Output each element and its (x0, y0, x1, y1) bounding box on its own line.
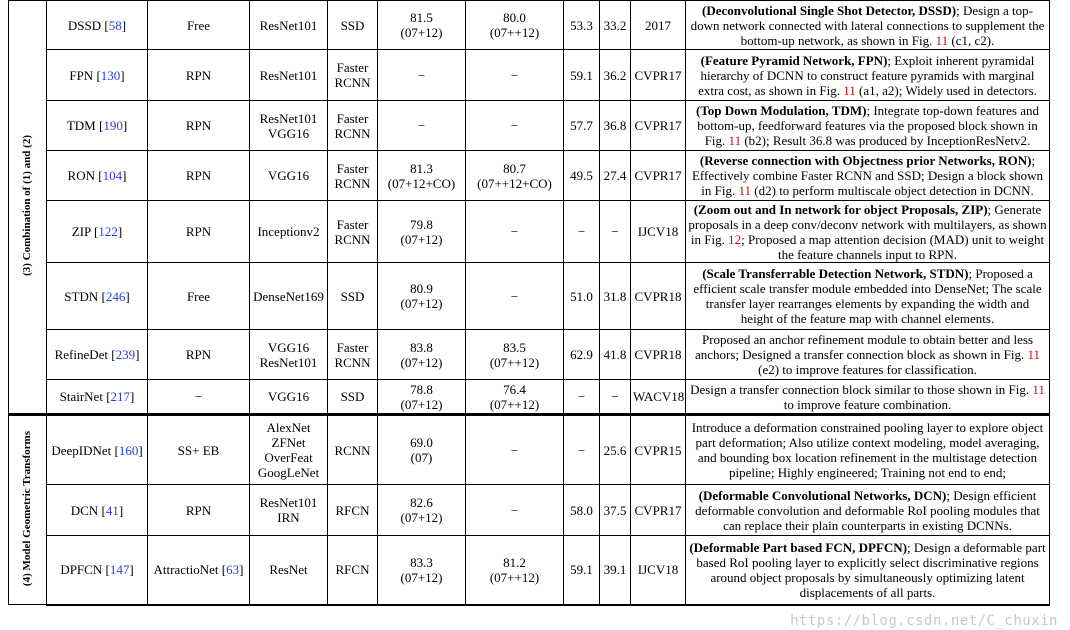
voc07-value: (07+12) (400, 25, 443, 40)
voc07-value: 79.8 (410, 216, 433, 232)
method-full-name: (Deformable Part based FCN, DPFCN) (689, 539, 908, 555)
description-cell (686, 330, 1050, 380)
region-proposal: RPN (185, 347, 212, 362)
voc12-value: − (510, 67, 519, 83)
description-cell (686, 485, 1050, 536)
figure-ref: 12 (728, 231, 742, 247)
detector-name-cell: RON [104] (47, 151, 148, 201)
coco-ap-cell: 33.2 (600, 1, 631, 50)
pipeline-name: RFCN (335, 562, 370, 578)
voc07-result-cell (378, 50, 466, 101)
detector-name: DPFCN (60, 562, 103, 578)
voc12-value: − (510, 224, 519, 239)
backbone-name: ResNet (269, 562, 308, 578)
description-text: (b2); Result 36.8 was produced by InceptionResNetv2. (741, 133, 1031, 148)
detector-name-cell: StairNet [217] (47, 380, 148, 415)
voc12-value: (07++12) (489, 569, 540, 585)
voc12-value: (07++12) (489, 396, 540, 412)
figure-ref: 11 (738, 183, 752, 198)
description-cell (686, 415, 1050, 485)
backbone-cell (250, 536, 328, 605)
voc12-value: − (510, 502, 519, 518)
published-venue-cell: CVPR18 (631, 263, 686, 330)
detector-name-cell: ZIP [122] (47, 201, 148, 263)
citation-ref: 246 (105, 288, 126, 304)
voc12-value: 81.2 (503, 554, 526, 570)
pipeline-cell (328, 1, 378, 50)
detector-name: STDN (64, 288, 99, 304)
detector-name: StairNet (59, 389, 103, 404)
published-venue-cell: WACV18 (631, 380, 686, 415)
description-cell (686, 101, 1050, 151)
backbone-cell (250, 101, 328, 151)
backbone-cell (250, 1, 328, 50)
pipeline-cell (328, 201, 378, 263)
voc07-value: − (417, 67, 426, 83)
coco-ap50-cell: 59.1 (564, 50, 600, 101)
backbone-name: ResNet101 (259, 67, 318, 83)
voc12-result-cell (466, 415, 564, 485)
region-proposal: RPN (185, 67, 212, 83)
pipeline-name: RCNN (334, 442, 371, 458)
backbone-name: GoogLeNet (257, 465, 320, 480)
voc07-result-cell (378, 330, 466, 380)
detector-name-cell: DSSD [58] (47, 1, 148, 50)
backbone-name: IRN (277, 510, 300, 525)
published-venue-cell: IJCV18 (631, 536, 686, 605)
backbone-name: ResNet101 (259, 354, 318, 370)
method-full-name: (Feature Pyramid Network, FPN) (700, 52, 888, 68)
group-label: (3) Combination of (1) and (2) (21, 135, 33, 276)
voc07-result-cell (378, 536, 466, 605)
method-full-name: (Deconvolutional Single Shot Detector, DSSD) (701, 2, 957, 18)
figure-ref: 11 (935, 32, 949, 48)
citation-ref: 160 (118, 442, 139, 458)
backbone-cell (250, 485, 328, 536)
voc12-value: (07++12+CO) (477, 175, 552, 191)
pipeline-name: SSD (340, 288, 365, 304)
figure-ref: 11 (1027, 347, 1041, 362)
description-text: ; Integrate top-down features and bottom-up, feedforward features via the proposed block shown in Fig. (697, 103, 1040, 148)
detector-name: RON (67, 168, 95, 183)
description-text: ; Design a deformable part based RoI pooling layer to explicitly select discriminative regions around object proposals by simultaneously optimizing latent displacements of all parts. (696, 539, 1046, 600)
voc07-value: (07+12+CO) (387, 175, 456, 191)
pipeline-cell (328, 485, 378, 536)
detector-name: DSSD (67, 17, 102, 33)
region-proposal: Free (186, 17, 211, 33)
voc07-value: 81.5 (410, 10, 433, 25)
region-proposal-cell (148, 50, 250, 101)
voc07-value: 69.0 (410, 435, 433, 450)
voc12-value: (07++12) (489, 354, 540, 370)
description-text: Proposed an anchor refinement module to obtain better and less anchors; Designed a transfer connection block as shown in Fig. (694, 332, 1034, 362)
detector-name: DCN (70, 502, 99, 518)
published-venue-cell: CVPR18 (631, 330, 686, 380)
coco-ap-cell: 37.5 (600, 485, 631, 536)
coco-ap-cell: − (600, 380, 631, 415)
backbone-name: VGG16 (267, 125, 310, 141)
voc12-result-cell (466, 201, 564, 263)
backbone-name: VGG16 (267, 389, 310, 404)
pipeline-cell (328, 101, 378, 151)
region-proposal: Free (186, 288, 211, 304)
method-full-name: (Deformable Convolutional Networks, DCN) (698, 487, 947, 503)
voc07-value: (07) (410, 450, 433, 465)
coco-ap50-cell: 59.1 (564, 536, 600, 605)
voc07-value: (07+12) (400, 510, 443, 525)
coco-ap-cell: 36.8 (600, 101, 631, 151)
backbone-name: ResNet101 (259, 110, 318, 126)
coco-ap50-cell: − (564, 380, 600, 415)
citation-ref: 41 (105, 502, 119, 518)
voc07-value: 78.8 (410, 381, 433, 397)
pipeline-name: SSD (340, 17, 365, 33)
backbone-cell (250, 201, 328, 263)
voc07-result-cell (378, 101, 466, 151)
description-text: ; Generate proposals in a deep conv/deconv network with multilayers, as shown in Fig. (688, 201, 1047, 247)
pipeline-name: Faster (336, 160, 369, 176)
published-venue-cell: CVPR17 (631, 50, 686, 101)
description-text: ; Design efficient deformable convolution and deformable RoI pooling modules that can replace their plain counterparts in existing DCNNs. (695, 487, 1040, 533)
method-full-name: (Scale Transferrable Detection Network, STDN) (702, 266, 969, 281)
citation-ref: 190 (103, 118, 123, 133)
pipeline-name: RCNN (334, 175, 371, 191)
coco-ap-cell: − (600, 201, 631, 263)
backbone-name: DenseNet169 (253, 288, 324, 304)
region-proposal-cell (148, 330, 250, 380)
voc07-value: − (417, 118, 426, 133)
detector-name: DeepIDNet (51, 442, 112, 458)
voc12-value: − (510, 442, 519, 458)
voc12-value: (07++12) (489, 25, 540, 40)
group-cell-combination (9, 1, 47, 415)
region-proposal: AttractioNet (153, 562, 219, 578)
pipeline-name: RCNN (334, 75, 371, 90)
citation-ref: 130 (100, 67, 121, 83)
backbone-name: VGG16 (267, 339, 310, 355)
backbone-cell (250, 415, 328, 485)
region-proposal-cell (148, 415, 250, 485)
detector-name-cell: DeepIDNet [160] (47, 415, 148, 485)
backbone-cell (250, 380, 328, 415)
voc12-value: − (510, 118, 519, 133)
figure-ref: 11 (843, 82, 856, 98)
coco-ap-cell: 25.6 (600, 415, 631, 485)
region-proposal-cell (148, 151, 250, 201)
region-proposal-cell (148, 1, 250, 50)
detector-name: ZIP (71, 224, 91, 239)
pipeline-name: RCNN (334, 354, 371, 370)
description-cell (686, 536, 1050, 605)
voc07-value: 82.6 (410, 495, 433, 510)
region-proposal-cell (148, 263, 250, 330)
detector-name-cell: DCN [41] (47, 485, 148, 536)
voc12-value: 80.7 (503, 160, 526, 176)
region-proposal-cell (148, 101, 250, 151)
backbone-name: VGG16 (267, 168, 310, 183)
coco-ap-cell: 41.8 (600, 330, 631, 380)
voc12-value: 76.4 (503, 381, 526, 397)
voc12-result-cell (466, 50, 564, 101)
voc07-result-cell (378, 415, 466, 485)
voc07-value: (07+12) (400, 569, 443, 585)
description-cell (686, 380, 1050, 415)
coco-ap-cell: 39.1 (600, 536, 631, 605)
pipeline-name: Faster (336, 339, 369, 355)
description-text: ; Proposed a map attention decision (MAD) unit to weight the feature channels input to RPN. (741, 231, 1045, 262)
pipeline-cell (328, 380, 378, 415)
backbone-name: Inceptionv2 (257, 224, 320, 239)
published-venue-cell: CVPR17 (631, 151, 686, 201)
backbone-cell (250, 263, 328, 330)
region-proposal: RPN (185, 168, 212, 183)
coco-ap50-cell: 58.0 (564, 485, 600, 536)
group-cell-geometric (9, 415, 47, 605)
published-venue-cell: CVPR17 (631, 485, 686, 536)
voc07-result-cell (378, 1, 466, 50)
voc07-result-cell (378, 380, 466, 415)
pipeline-name: RCNN (334, 231, 371, 247)
detector-name: TDM (66, 118, 96, 133)
backbone-cell (250, 50, 328, 101)
description-cell (686, 201, 1050, 263)
description-cell (686, 1, 1050, 50)
description-text: (d2) to perform multiscale object detection in DCNN. (751, 183, 1034, 198)
backbone-cell (250, 330, 328, 380)
published-venue-cell: CVPR17 (631, 101, 686, 151)
method-full-name: (Reverse connection with Objectness prior Networks, RON) (699, 153, 1032, 168)
description-cell (686, 50, 1050, 101)
description-cell (686, 151, 1050, 201)
backbone-name: AlexNet (266, 420, 311, 435)
pipeline-cell (328, 50, 378, 101)
voc12-result-cell (466, 485, 564, 536)
table-body (9, 1, 1050, 605)
region-proposal-cell (148, 201, 250, 263)
voc12-result-cell (466, 536, 564, 605)
description-text: to improve feature combination. (783, 396, 952, 412)
detector-name-cell: FPN [130] (47, 50, 148, 101)
citation-ref: 147 (109, 562, 130, 578)
detector-name-cell: DPFCN [147] (47, 536, 148, 605)
watermark-text: https://blog.csdn.net/C_chuxin (790, 613, 1058, 629)
voc12-result-cell (466, 1, 564, 50)
voc07-result-cell (378, 263, 466, 330)
coco-ap50-cell: 51.0 (564, 263, 600, 330)
description-text: (c1, c2). (948, 32, 995, 48)
region-proposal-cell (148, 485, 250, 536)
detector-name-cell: STDN [246] (47, 263, 148, 330)
voc07-value: (07+12) (400, 231, 443, 247)
citation-ref: 239 (115, 347, 136, 362)
voc12-value: 83.5 (503, 339, 526, 355)
description-text: Design a transfer connection block similar to those shown in Fig. (690, 381, 1033, 397)
backbone-name: ResNet101 (259, 17, 318, 33)
region-proposal: RPN (185, 118, 212, 133)
voc12-result-cell (466, 380, 564, 415)
voc12-result-cell (466, 330, 564, 380)
voc07-value: (07+12) (400, 354, 443, 370)
description-text: ; Exploit inherent pyramidal hierarchy of DCNN to construct feature pyramids with marginal extra cost, as shown in Fig. (698, 52, 1035, 98)
pipeline-cell (328, 536, 378, 605)
region-proposal: − (194, 389, 203, 404)
voc07-result-cell (378, 485, 466, 536)
backbone-name: ResNet101 (259, 495, 318, 510)
pipeline-cell (328, 263, 378, 330)
method-full-name: (Zoom out and In network for object Proposals, ZIP) (693, 201, 988, 217)
citation-ref: 122 (98, 224, 118, 239)
voc12-result-cell (466, 101, 564, 151)
pipeline-name: Faster (336, 110, 369, 126)
coco-ap50-cell: 62.9 (564, 330, 600, 380)
description-text: ; Effectively combine Faster RCNN and SSD; Design a block shown in Fig. (691, 153, 1044, 198)
voc07-value: (07+12) (400, 296, 443, 311)
voc12-result-cell (466, 263, 564, 330)
detector-name-cell: TDM [190] (47, 101, 148, 151)
citation-ref: 217 (110, 389, 131, 404)
backbone-name: OverFeat (264, 450, 313, 465)
coco-ap-cell: 31.8 (600, 263, 631, 330)
pipeline-cell (328, 415, 378, 485)
pipeline-cell (328, 151, 378, 201)
region-proposal-cell: AttractioNet [63] (148, 536, 250, 605)
coco-ap50-cell: − (564, 415, 600, 485)
detector-name: RefineDet (54, 347, 108, 362)
pipeline-cell (328, 330, 378, 380)
figure-ref: 11 (1032, 381, 1045, 397)
voc07-value: 83.3 (410, 554, 433, 570)
pipeline-name: SSD (340, 389, 365, 404)
backbone-cell (250, 151, 328, 201)
pipeline-name: RCNN (334, 125, 371, 141)
voc07-value: (07+12) (400, 396, 443, 412)
description-text: ; Design a top-down network connected with lateral connections to supplement the bottom-up network, as shown in Fig. (690, 2, 1045, 48)
description-text: ; Proposed a efficient scale transfer module embedded into DenseNet; The scale transfer layer rearranges elements by expanding the width and height of the feature map with channel elements. (693, 266, 1042, 326)
coco-ap50-cell: 57.7 (564, 101, 600, 151)
voc12-value: − (510, 288, 519, 304)
description-cell (686, 263, 1050, 330)
coco-ap-cell: 36.2 (600, 50, 631, 101)
coco-ap50-cell: − (564, 201, 600, 263)
description-text: Introduce a deformation constrained pooling layer to explore object part deformation; Also utilize context modeling, model averaging, and bounding box location refinement in the multistage detection pipeline; Highly engineered; Training not end to end; (691, 420, 1044, 480)
coco-ap50-cell: 53.3 (564, 1, 600, 50)
pipeline-name: RFCN (335, 502, 370, 518)
region-proposal: RPN (185, 224, 212, 239)
region-proposal: RPN (185, 502, 212, 518)
published-venue-cell: CVPR15 (631, 415, 686, 485)
voc12-value: 80.0 (503, 10, 526, 25)
region-proposal: SS+ EB (177, 442, 220, 458)
coco-ap50-cell: 49.5 (564, 151, 600, 201)
coco-ap-cell: 27.4 (600, 151, 631, 201)
citation-ref: 104 (102, 168, 123, 183)
published-venue-cell: 2017 (631, 1, 686, 50)
voc07-value: 83.8 (410, 339, 433, 355)
published-venue-cell: IJCV18 (631, 201, 686, 263)
voc07-value: 80.9 (410, 281, 433, 296)
detector-name-cell: RefineDet [239] (47, 330, 148, 380)
voc07-result-cell (378, 201, 466, 263)
figure-ref: 11 (728, 133, 742, 148)
description-text: (a1, a2); Widely used in detectors. (855, 82, 1037, 98)
backbone-name: ZFNet (271, 435, 306, 450)
method-full-name: (Top Down Modulation, TDM) (695, 103, 867, 118)
voc12-result-cell (466, 151, 564, 201)
citation-ref: 63 (226, 562, 240, 578)
pipeline-name: Faster (336, 216, 369, 232)
detector-name: FPN (69, 67, 94, 83)
citation-ref: 58 (108, 17, 122, 33)
voc07-result-cell (378, 151, 466, 201)
group-label: (4) Model Geometric Transforms (21, 430, 33, 587)
detector-comparison-table (8, 0, 1050, 606)
voc07-value: 81.3 (410, 160, 433, 176)
description-text: (e2) to improve features for classification. (758, 362, 977, 377)
region-proposal-cell (148, 380, 250, 415)
pipeline-name: Faster (336, 60, 369, 75)
